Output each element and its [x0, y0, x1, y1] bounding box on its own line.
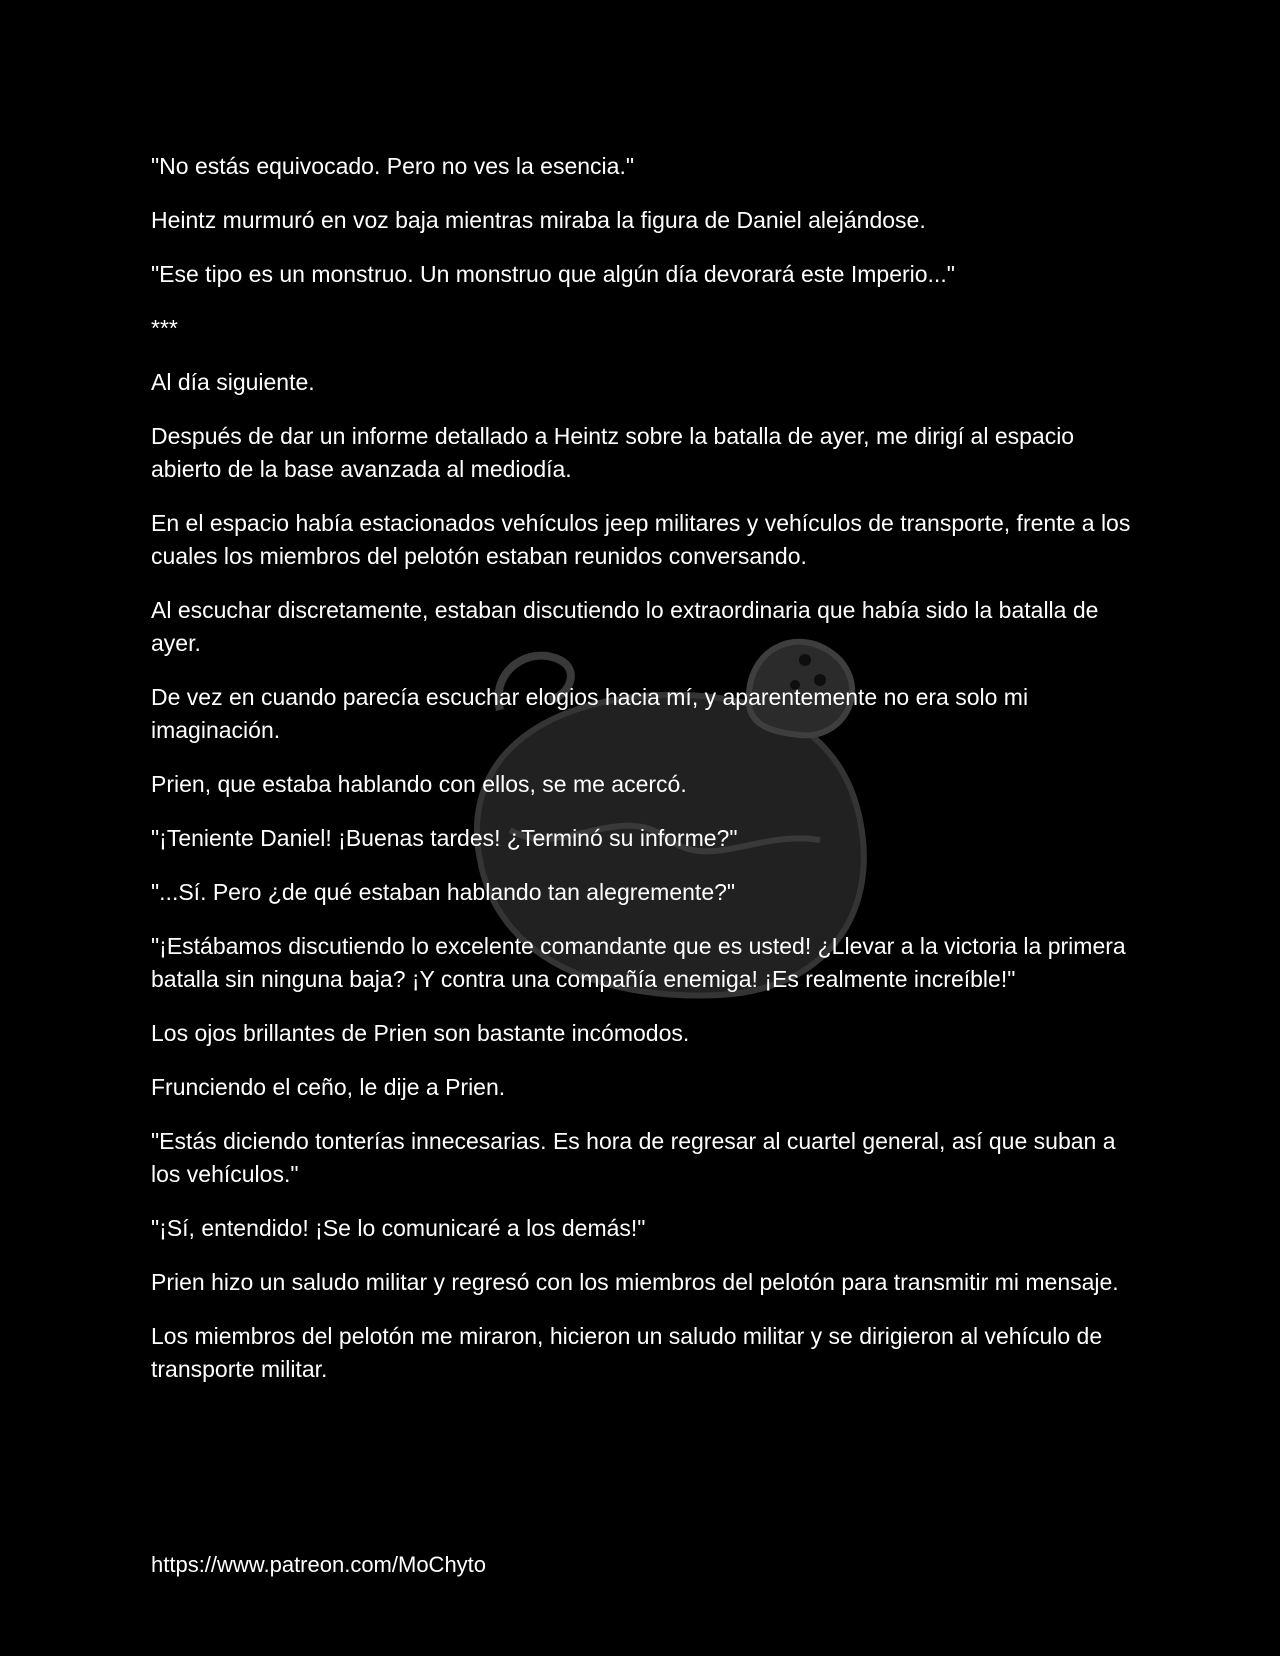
section-separator: ***: [151, 315, 178, 341]
paragraph: Después de dar un informe detallado a Heintz sobre la batalla de ayer, me dirigí al espacio abierto de la base avanzada al mediodía.: [151, 423, 1075, 482]
paragraph: Heintz murmuró en voz baja mientras miraba la figura de Daniel alejándose.: [151, 207, 926, 233]
paragraph: De vez en cuando parecía escuchar elogios hacia mí, y aparentemente no era solo mi imaginación.: [151, 684, 1029, 743]
paragraph: Al escuchar discretamente, estaban discutiendo lo extraordinaria que había sido la batalla de ayer.: [151, 597, 1099, 656]
paragraph: "No estás equivocado. Pero no ves la esencia.": [151, 153, 634, 179]
paragraph: "Estás diciendo tonterías innecesarias. Es hora de regresar al cuartel general, así que suban a los vehículos.": [151, 1128, 1116, 1187]
paragraph: Al día siguiente.: [151, 369, 315, 395]
paragraph: Prien hizo un saludo militar y regresó con los miembros del pelotón para transmitir mi mensaje.: [151, 1269, 1119, 1295]
paragraph: Los miembros del pelotón me miraron, hicieron un saludo militar y se dirigieron al vehículo de transporte militar.: [151, 1323, 1103, 1382]
paragraph: En el espacio había estacionados vehículos jeep militares y vehículos de transporte, frente a los cuales los miembros del pelotón estaban reunidos conversando.: [151, 510, 1131, 569]
paragraph: "...Sí. Pero ¿de qué estaban hablando tan alegremente?": [151, 879, 736, 905]
paragraph: Prien, que estaba hablando con ellos, se me acercó.: [151, 771, 687, 797]
paragraph: Los ojos brillantes de Prien son bastante incómodos.: [151, 1020, 690, 1046]
paragraph: "¡Teniente Daniel! ¡Buenas tardes! ¿Terminó su informe?": [151, 825, 738, 851]
paragraph: "¡Sí, entendido! ¡Se lo comunicaré a los demás!": [151, 1215, 646, 1241]
patreon-link[interactable]: https://www.patreon.com/MoChyto: [151, 1552, 487, 1577]
paragraph: "Ese tipo es un monstruo. Un monstruo que algún día devorará este Imperio...": [151, 261, 955, 287]
paragraph: Frunciendo el ceño, le dije a Prien.: [151, 1074, 506, 1100]
document-body: [151, 150, 1136, 1407]
paragraph: "¡Estábamos discutiendo lo excelente comandante que es usted! ¿Llevar a la victoria la primera batalla sin ninguna baja? ¡Y contra una compañía enemiga! ¡Es realmente increíble!": [151, 933, 1126, 992]
